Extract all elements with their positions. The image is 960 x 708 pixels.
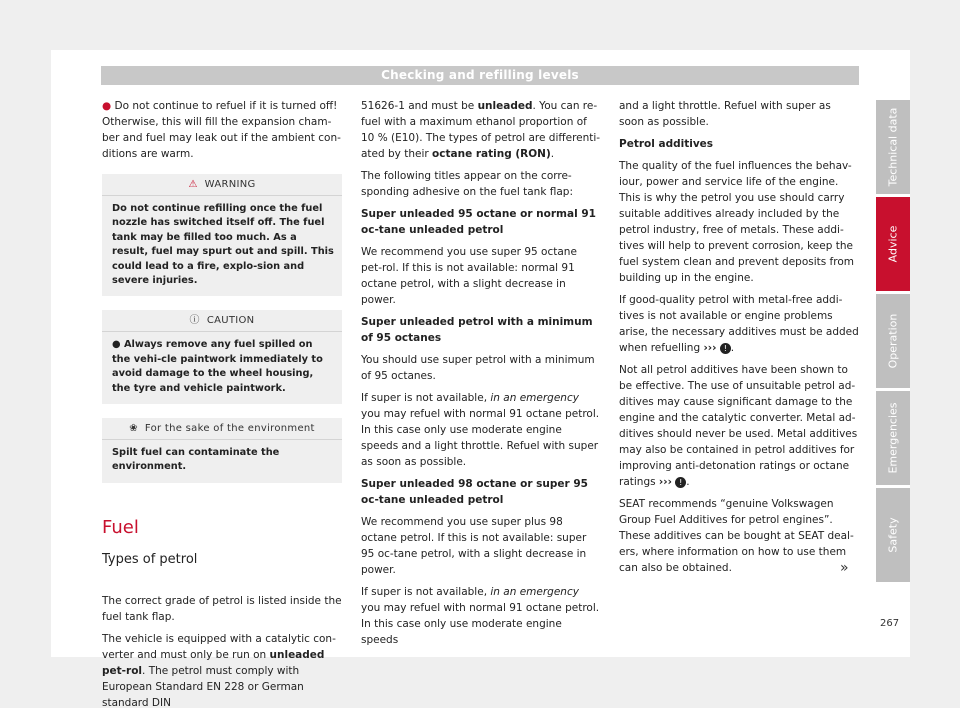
- tab-safety[interactable]: Safety: [876, 488, 910, 582]
- note-icon: !: [720, 343, 731, 354]
- page-header: Checking and refilling levels: [101, 66, 859, 85]
- section-subtitle: Types of petrol: [102, 551, 198, 567]
- subheading: Petrol additives: [619, 138, 714, 150]
- environment-header: ❀ For the sake of the environment: [102, 418, 342, 440]
- note-icon: !: [675, 477, 686, 488]
- environment-icon: ❀: [129, 423, 138, 435]
- column-2: [361, 98, 601, 654]
- paragraph: The following titles appear on the corre-sponding adhesive on the fuel tank flap:: [361, 170, 573, 198]
- reference-arrows: ›››: [703, 342, 717, 354]
- caution-icon: ⓘ: [189, 315, 200, 327]
- paragraph: and a light throttle. Refuel with super as soon as possible.: [619, 100, 831, 128]
- page-number: 267: [880, 618, 900, 629]
- bullet-icon: ●: [102, 100, 112, 112]
- column-1: [102, 98, 342, 708]
- environment-text: Spilt fuel can contaminate the environment.: [112, 447, 280, 473]
- warning-icon: ⚠: [188, 179, 198, 190]
- paragraph: If super is not available, in an emergency you may refuel with normal 91 octane petrol. In this case only use moderate engine speeds and a light throttle. Refuel with super as soon as possible.: [361, 392, 600, 468]
- paragraph: You should use super petrol with a minimum of 95 octanes.: [361, 354, 595, 382]
- paragraph: We recommend you use super 95 octane pet-rol. If this is not available: normal 91 octane petrol, with a slight decrease in power.: [361, 246, 577, 306]
- paragraph: The vehicle is equipped with a catalytic con-verter and must only be run on unleaded pet-rol. The petrol must comply with European Standard EN 228 or German standard DIN: [102, 632, 336, 708]
- section-title: Fuel: [102, 516, 139, 538]
- tab-advice[interactable]: Advice: [876, 197, 910, 291]
- tab-emergencies[interactable]: Emergencies: [876, 391, 910, 485]
- subheading: Super unleaded petrol with a minimum of 95 octanes: [361, 316, 593, 344]
- warning-text: Do not continue refilling once the fuel nozzle has switched itself off. The fuel tank may be filled too much. As a result, fuel may spurt out and spill. This could lead to a fire, explo-sion and severe injuries.: [112, 203, 334, 287]
- warning-header: ⚠ WARNING: [102, 174, 342, 196]
- warning-box: [102, 174, 342, 296]
- paragraph: If good-quality petrol with metal-free addi-tives is not available or engine problems arise, the necessary additives must be added when refuelling ››› ! .: [619, 294, 859, 354]
- tab-operation[interactable]: Operation: [876, 294, 910, 388]
- subheading: Super unleaded 98 octane or super 95 oc-tane unleaded petrol: [361, 478, 588, 506]
- reference-arrows: ›››: [658, 476, 672, 488]
- subheading: Super unleaded 95 octane or normal 91 oc-tane unleaded petrol: [361, 208, 596, 236]
- paragraph: If super is not available, in an emergency you may refuel with normal 91 octane petrol. In this case only use moderate engine speeds: [361, 586, 600, 646]
- caution-header: ⓘ CAUTION: [102, 310, 342, 332]
- intro-paragraph: ● Do not continue to refuel if it is turned off! Otherwise, this will fill the expansion cham-ber and fuel may leak out if the ambient con-ditions are warm.: [102, 100, 341, 160]
- continue-arrow-icon: »: [840, 560, 849, 576]
- column-3: [619, 98, 859, 582]
- environment-box: [102, 418, 342, 483]
- paragraph: SEAT recommends “genuine Volkswagen Group Fuel Additives for petrol engines”. These additives can be bought at SEAT deal-ers, where information on how to use them can also be obtained.: [619, 498, 854, 574]
- tab-technical-data[interactable]: Technical data: [876, 100, 910, 194]
- caution-box: [102, 310, 342, 404]
- paragraph: Not all petrol additives have been shown to be effective. The use of unsuitable petrol ad-ditives may cause significant damage to the engine and the catalytic converter. Metal ad-ditives should never be used. Metal additives may also be contained in petrol additives for improving anti-detonation ratings or octane ratings ››› ! .: [619, 364, 858, 488]
- paragraph: The correct grade of petrol is listed inside the fuel tank flap.: [102, 594, 342, 623]
- paragraph: The quality of the fuel influences the behav-iour, power and service life of the engine. This is why the petrol you use should carry suitable additives already included by the petrol industry, free of metals. These addi-tives will help to prevent corrosion, keep the fuel system clean and prevent deposits from building up in the engine.: [619, 160, 854, 284]
- caution-text: ● Always remove any fuel spilled on the vehi-cle paintwork immediately to avoid damage to the wheel housing, the tyre and vehicle paintwork.: [112, 339, 323, 394]
- paragraph: We recommend you use super plus 98 octane petrol. If this is not available: super 95 oc-tane petrol, with a slight decrease in power.: [361, 516, 587, 576]
- paragraph: 51626-1 and must be unleaded. You can re-fuel with a maximum ethanol proportion of 10 % (E10). The types of petrol are differenti-ated by their octane rating (RON).: [361, 100, 601, 160]
